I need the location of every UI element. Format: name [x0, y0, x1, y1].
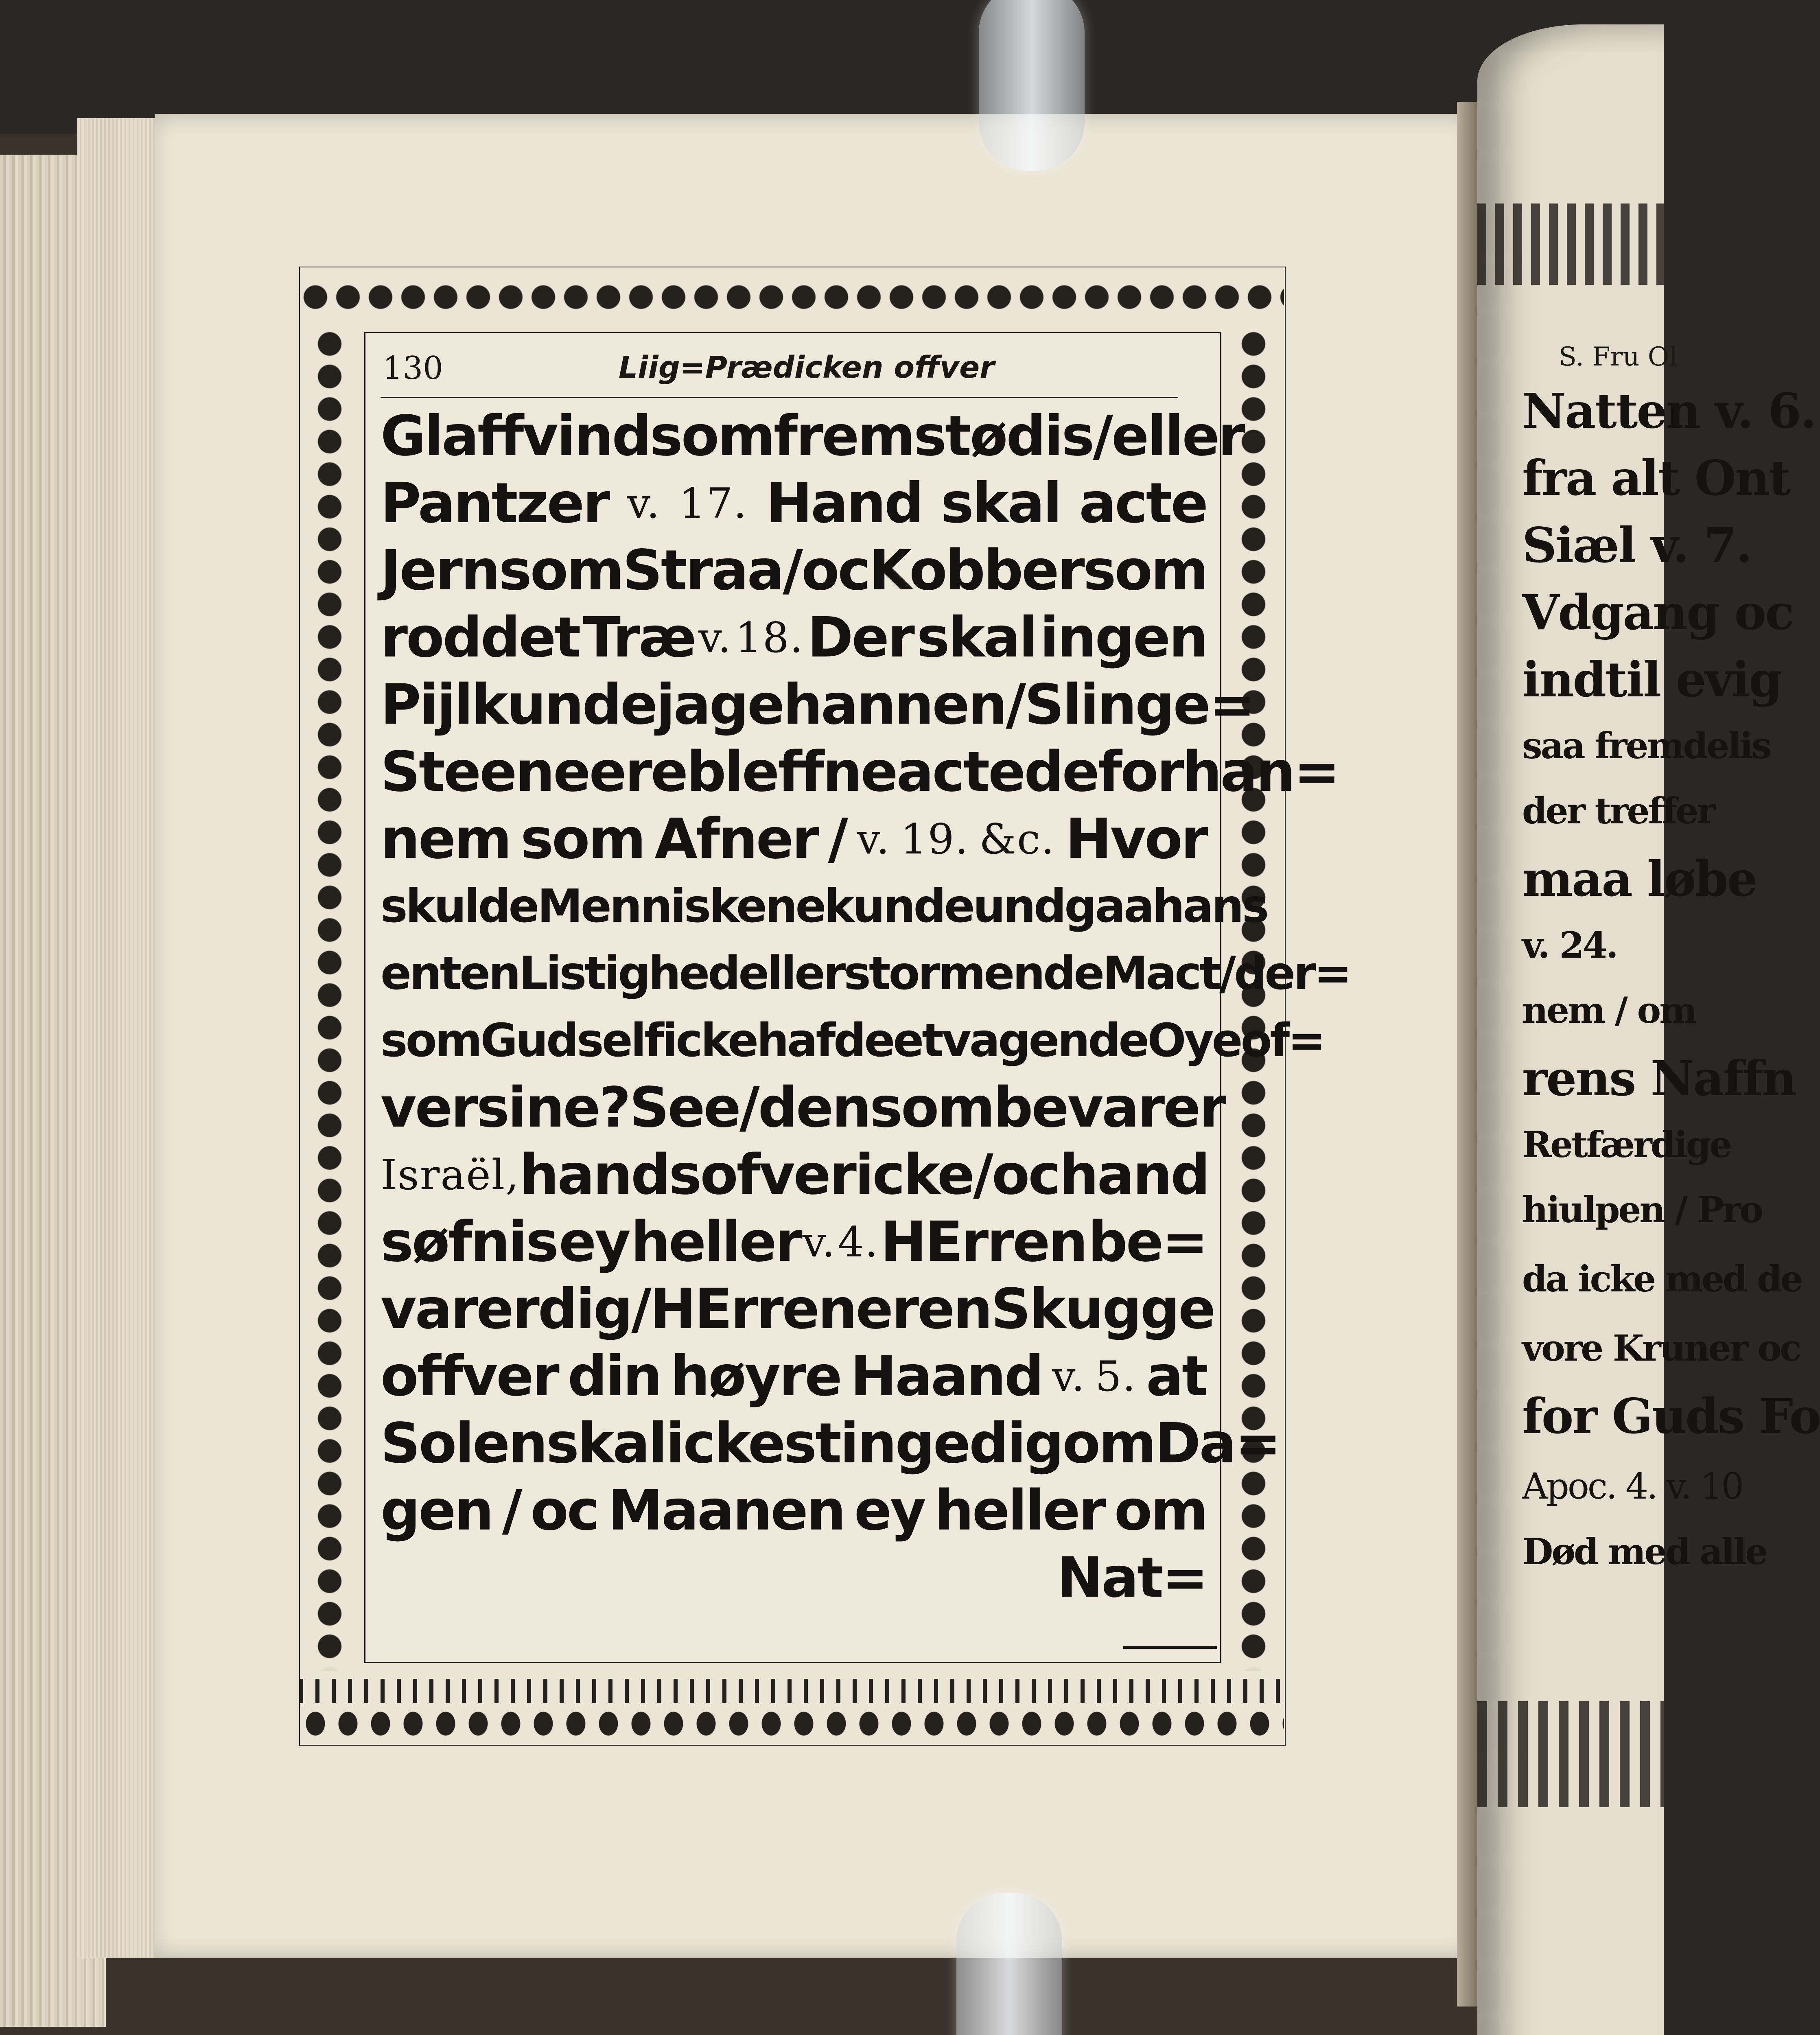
- text-line: [381, 1142, 1207, 1209]
- facing-page-line: vore Kruner oc: [1522, 1327, 1800, 1369]
- word: jage: [656, 673, 783, 737]
- word: acte: [1079, 471, 1207, 536]
- word: undgaa: [973, 880, 1153, 933]
- word: Glaffvind: [381, 404, 650, 468]
- word: roddet: [381, 606, 580, 670]
- word: nem: [381, 807, 510, 871]
- facing-page-line: maa løbe: [1522, 851, 1757, 907]
- word: hannen: [783, 673, 1006, 737]
- word: 4.: [837, 1218, 879, 1267]
- word: søfnis: [381, 1210, 557, 1274]
- word: dig: [969, 1411, 1063, 1476]
- word: varer: [381, 1277, 538, 1341]
- facing-page-line: for Guds Fo: [1522, 1388, 1820, 1444]
- word: dig: [538, 1277, 632, 1341]
- word: vagende: [941, 1014, 1148, 1067]
- word: Solen: [381, 1411, 547, 1476]
- word: 19.: [900, 815, 969, 864]
- word: Hand: [766, 471, 923, 536]
- word: Jern: [381, 538, 499, 603]
- facing-page-line: da icke med de: [1522, 1258, 1802, 1300]
- word: v.: [1052, 1352, 1085, 1401]
- facing-page-line: Død med alle: [1522, 1530, 1767, 1573]
- word: icke: [665, 1411, 784, 1476]
- word: Slinge=: [1024, 673, 1254, 737]
- word: Kobber: [869, 538, 1083, 603]
- word: skal: [917, 606, 1037, 670]
- word: den: [758, 1076, 870, 1140]
- facing-page-line: Retfærdige: [1522, 1123, 1731, 1166]
- word: som: [870, 1076, 994, 1140]
- word: sine: [476, 1076, 599, 1140]
- word: ver: [381, 1076, 477, 1140]
- word: /: [783, 538, 802, 603]
- word: der=: [1234, 947, 1350, 1000]
- word: See: [629, 1076, 739, 1140]
- word: /: [973, 1143, 992, 1207]
- word: heller: [631, 1210, 801, 1274]
- word: Træ: [583, 606, 695, 670]
- word: heller: [934, 1479, 1105, 1543]
- word: som: [1083, 538, 1207, 603]
- page-clip-bottom: [956, 1893, 1062, 2035]
- facing-page-line: der treffer: [1522, 790, 1714, 832]
- facing-page-line: v. 24.: [1522, 924, 1617, 966]
- word: /: [739, 1076, 758, 1140]
- word: /: [1006, 673, 1025, 737]
- word: skulde: [381, 880, 538, 933]
- text-line: [381, 1074, 1225, 1142]
- facing-page-line: saa fremdelis: [1522, 724, 1770, 767]
- word: som: [499, 538, 623, 603]
- word: hans: [1152, 880, 1267, 933]
- word: eller: [1111, 404, 1244, 468]
- word: som: [521, 807, 645, 871]
- word: hand: [1059, 1143, 1209, 1207]
- word: Afner: [654, 807, 818, 871]
- word: self: [577, 1014, 662, 1067]
- facing-page-line: Apoc. 4. v. 10: [1522, 1465, 1743, 1507]
- word: Skugge: [991, 1277, 1214, 1341]
- text-line: [381, 873, 1267, 940]
- facing-page-line: Vdgang oc: [1522, 584, 1793, 641]
- word: kunde: [471, 673, 656, 737]
- text-line: [381, 672, 1254, 739]
- facing-page: [1477, 24, 1820, 2035]
- word: skal: [546, 1411, 666, 1476]
- word: Straa: [622, 538, 783, 603]
- word: 17.: [679, 479, 748, 528]
- word: HErren: [880, 1210, 1087, 1274]
- word: bleffne: [687, 740, 897, 804]
- word: oc: [530, 1479, 598, 1543]
- word: er: [855, 1277, 918, 1341]
- word: v.: [627, 479, 661, 528]
- word: Mact: [1102, 947, 1220, 1000]
- page-clip-top: [979, 0, 1085, 171]
- word: oc: [801, 538, 869, 603]
- catchword-rule: [1123, 1646, 1217, 1649]
- word: offver: [381, 1344, 558, 1409]
- text-line: [381, 806, 1207, 873]
- word: Pantzer: [381, 471, 609, 536]
- text-line: [381, 1410, 1280, 1477]
- word: hafde: [757, 1014, 893, 1067]
- word: Hvor: [1065, 807, 1207, 871]
- word: &c.: [979, 815, 1055, 864]
- text-line: [381, 604, 1207, 672]
- word: ingen: [1040, 606, 1207, 670]
- word: en: [917, 1277, 991, 1341]
- word: HErren: [650, 1277, 856, 1341]
- word: stinge: [784, 1411, 969, 1476]
- head-rule: [381, 397, 1178, 398]
- word: icke: [855, 1143, 973, 1207]
- word: icke: [662, 1014, 757, 1067]
- facing-page-running-head: S. Fru Ol: [1559, 342, 1678, 372]
- word: v.: [857, 815, 890, 864]
- word: som: [650, 404, 774, 468]
- facing-page-line: fra alt Ont: [1522, 450, 1790, 506]
- text-line: [381, 1276, 1214, 1343]
- word: /: [1219, 947, 1234, 1000]
- word: Haand: [850, 1344, 1043, 1409]
- running-head: Liig=Prædicken offver: [619, 350, 995, 385]
- word: ere: [589, 740, 687, 804]
- word: 5.: [1095, 1352, 1137, 1401]
- facing-page-line: rens Naffn: [1522, 1050, 1796, 1107]
- facing-page-line: indtil evig: [1522, 651, 1781, 708]
- word: for: [1098, 740, 1183, 804]
- word: kunde: [824, 880, 973, 933]
- word: Oye: [1147, 1014, 1241, 1067]
- word: /: [828, 807, 847, 871]
- word: ey: [854, 1479, 925, 1543]
- facing-page-line: Siæl v. 7.: [1522, 517, 1752, 573]
- text-line: [381, 1007, 1324, 1074]
- facing-page-ornament-top: [1477, 204, 1664, 285]
- text-line: [381, 1343, 1207, 1410]
- word: 18.: [735, 614, 804, 662]
- page-body: [381, 403, 1350, 1612]
- word: Gud: [480, 1014, 577, 1067]
- word: din: [567, 1344, 661, 1409]
- page-number: 130: [383, 350, 443, 387]
- word: han=: [1182, 740, 1339, 804]
- text-line: [381, 470, 1207, 537]
- word: oc: [991, 1143, 1059, 1207]
- word: bevarer: [993, 1076, 1225, 1140]
- facing-page-line: Natten v. 6.: [1522, 383, 1816, 439]
- facing-page-ornament-bottom: [1477, 1701, 1664, 1807]
- word: /: [1093, 404, 1112, 468]
- word: v.: [698, 614, 732, 662]
- word: be=: [1088, 1210, 1207, 1274]
- word: /: [502, 1479, 521, 1543]
- word: actede: [896, 740, 1098, 804]
- facing-page-line: hiulpen / Pro: [1522, 1188, 1762, 1231]
- text-line: [381, 1209, 1207, 1276]
- text-line: [381, 1477, 1207, 1545]
- word: eller: [738, 947, 844, 1000]
- word: om: [1114, 1479, 1207, 1543]
- word: sofver: [669, 1143, 855, 1207]
- word: Menniskene: [537, 880, 825, 933]
- word: of=: [1240, 1014, 1324, 1067]
- word: Steene: [381, 740, 589, 804]
- facing-page-line: nem / om: [1522, 989, 1696, 1031]
- text-line: [381, 403, 1244, 470]
- word: ey: [559, 1210, 629, 1274]
- word: høyre: [670, 1344, 841, 1409]
- word: om: [1062, 1411, 1155, 1476]
- word: skal: [941, 471, 1061, 536]
- word: v.: [802, 1218, 836, 1267]
- word: ?: [599, 1076, 630, 1140]
- catchword: Nat=: [1057, 1546, 1207, 1610]
- word: fremstødis: [773, 404, 1093, 468]
- word: Pijl: [381, 673, 472, 737]
- word: Listighed: [518, 947, 739, 1000]
- word: Der: [807, 606, 913, 670]
- text-line: [381, 739, 1339, 806]
- word: Maanen: [608, 1479, 844, 1543]
- word: Israël,: [381, 1151, 520, 1199]
- word: Da=: [1155, 1411, 1280, 1476]
- word: som: [381, 1014, 481, 1067]
- word: /: [631, 1277, 650, 1341]
- word: gen: [381, 1479, 492, 1543]
- word: enten: [381, 947, 519, 1000]
- text-line: [381, 537, 1207, 604]
- word: stormende: [844, 947, 1103, 1000]
- word: hand: [519, 1143, 669, 1207]
- word: et: [893, 1014, 942, 1067]
- word: at: [1146, 1344, 1207, 1409]
- text-line: [381, 940, 1350, 1007]
